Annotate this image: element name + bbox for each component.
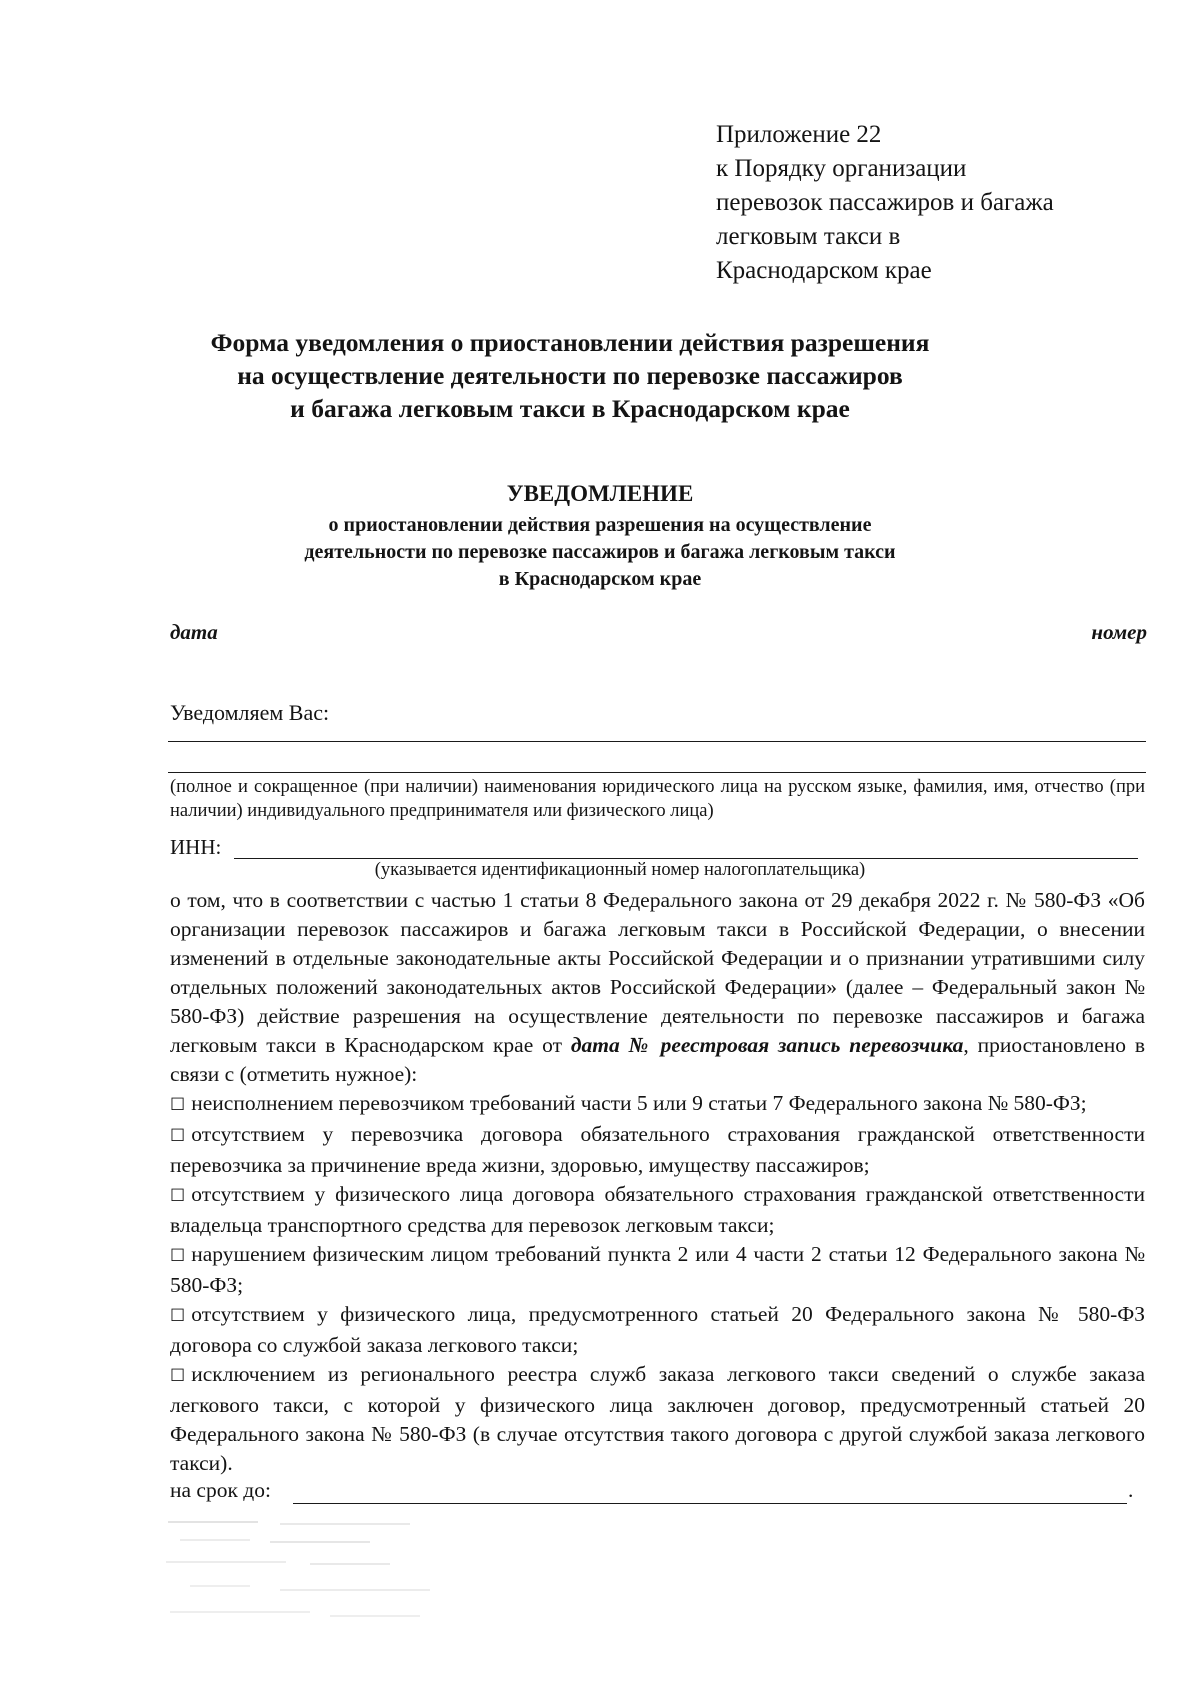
option-item (170, 1089, 1145, 1120)
body-intro-text: о том, что в соответствии с частью 1 статьи 8 Федерального закона от 29 декабря 2022 г. № 580-ФЗ «Об организации перевозок пассажиров и багажа легковым такси в Российской Федерации, о внесении изменений в отдельные законодательные акты Российской Федерации и о признании утратившими силу отдельных положений законодательных актов Российской Федерации» (далее – Федеральный закон № 580-ФЗ) действие разрешения на осуществление деятельности по перевозке пассажиров и багажа легковым такси в Краснодарском крае (170, 888, 1145, 1057)
option-item (170, 1180, 1145, 1240)
greeting: Уведомляем Вас: (170, 700, 330, 725)
form-title-line: Форма уведомления о приостановлении действия разрешения (210, 328, 930, 357)
recipient-name-line-1 (168, 741, 1146, 742)
recipient-name-hint: (полное и сокращенное (при наличии) наименования юридического лица на русском языке, фамилия, имя, отчество (при наличии) индивидуального предпринимателя или физического лица) (170, 777, 1145, 821)
annex-line: перевозок пассажиров и багажа (716, 189, 1054, 216)
term-until-end: . (1128, 1478, 1134, 1502)
option-text: исключением из регионального реестра служб заказа легкового такси сведений о службе заказа легкового такси, с которой у физического лица заключен договор, предусмотренный статьей 20 Федерального закона № 580-ФЗ (в случае отсутствия такого договора с другой службой заказа легкового такси). (170, 1362, 1145, 1475)
annex-line: легковым такси в (716, 223, 901, 250)
option-text: нарушением физическим лицом требований пункта 2 или 4 части 2 статьи 12 Федерального закона № 580-ФЗ; (170, 1242, 1145, 1297)
checkbox-icon[interactable]: ☐ (170, 1246, 186, 1266)
date-label: дата (170, 620, 218, 644)
inn-line (234, 858, 1138, 859)
term-until-line (293, 1503, 1127, 1504)
recipient-name-line-2 (168, 772, 1146, 773)
option-item (170, 1300, 1145, 1360)
from-prefix: от (542, 1033, 562, 1057)
inn-label: ИНН: (170, 835, 222, 859)
inn-hint: (указывается идентификационный номер налогоплательщика) (374, 860, 866, 880)
form-title (150, 326, 990, 425)
notice-subtitle (150, 512, 1050, 593)
option-item (170, 1120, 1145, 1180)
notice-subtitle-line: деятельности по перевозке пассажиров и багажа легковым такси (304, 541, 896, 563)
body-intro (170, 886, 1145, 1089)
option-text: неисполнением перевозчиком требований части 5 или 9 статьи 7 Федерального закона № 580-ФЗ; (191, 1091, 1087, 1115)
form-title-line: и багажа легковым такси в Краснодарском крае (290, 394, 850, 423)
registry-entry-placeholder: дата № реестровая запись перевозчика (570, 1033, 964, 1057)
option-text: отсутствием у физического лица договора обязательного страхования гражданской ответственности владельца транспортного средства для перевозок легковым такси; (170, 1182, 1145, 1237)
from-suffix: , приостановлено в связи с (отметить нужное): (170, 1033, 1146, 1086)
option-item (170, 1360, 1145, 1478)
annex-line: Приложение 22 (716, 121, 882, 148)
term-until-label: на срок до: (170, 1478, 271, 1502)
option-text: отсутствием у перевозчика договора обязательного страхования гражданской ответственности перевозчика за причинение вреда жизни, здоровью, имуществу пассажиров; (170, 1122, 1145, 1177)
option-item (170, 1240, 1145, 1300)
checkbox-icon[interactable]: ☐ (170, 1306, 186, 1326)
number-label: номер (1091, 620, 1147, 644)
notice-subtitle-line: о приостановлении действия разрешения на осуществление (328, 514, 872, 536)
notice-subtitle-line: в Краснодарском крае (498, 568, 702, 590)
annex-reference (716, 118, 1156, 288)
form-title-line: на осуществление деятельности по перевозке пассажиров (237, 361, 903, 390)
checkbox-icon[interactable]: ☐ (170, 1186, 186, 1206)
checkbox-icon[interactable]: ☐ (170, 1366, 186, 1386)
faded-scan-marks (160, 1515, 450, 1635)
checkbox-icon[interactable]: ☐ (170, 1095, 186, 1115)
checkbox-icon[interactable]: ☐ (170, 1126, 186, 1146)
notice-heading: УВЕДОМЛЕНИЕ (506, 481, 694, 506)
option-text: отсутствием у физического лица, предусмотренного статьей 20 Федерального закона № 580-ФЗ договора со службой заказа легкового такси; (170, 1302, 1145, 1357)
notice-body (170, 886, 1145, 1478)
annex-line: к Порядку организации (716, 155, 967, 182)
annex-line: Краснодарском крае (716, 257, 932, 284)
